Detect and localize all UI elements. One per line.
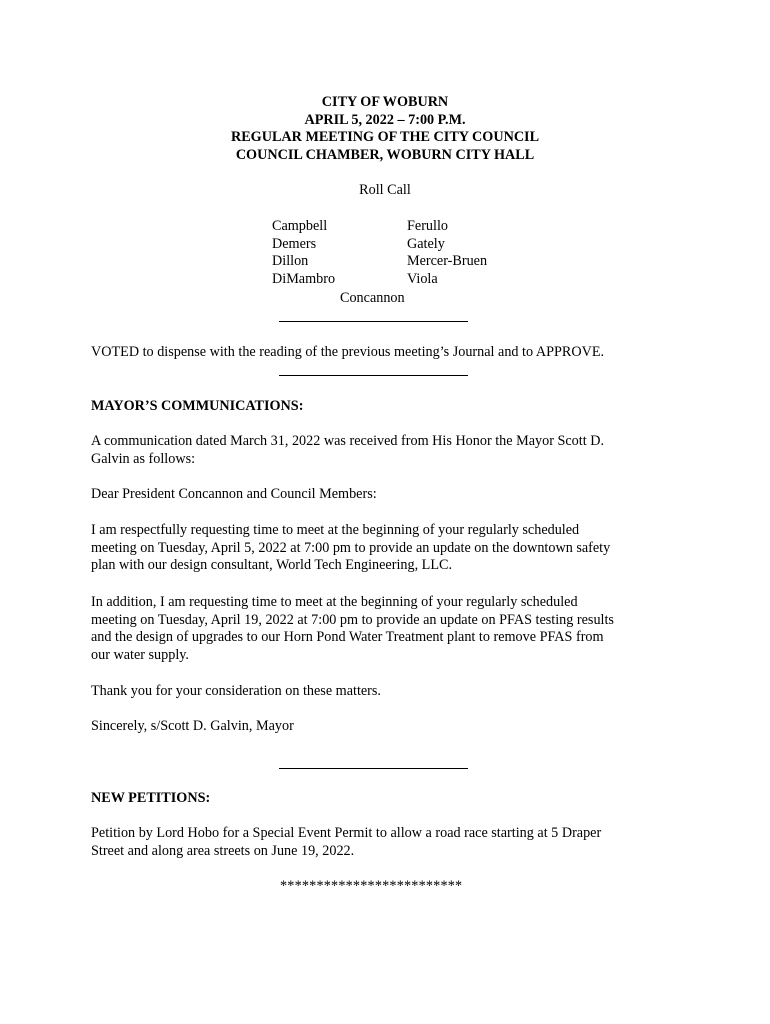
mayors-communications-heading: MAYOR’S COMMUNICATIONS: (91, 398, 304, 414)
header-line-city: CITY OF WOBURN (321, 94, 449, 110)
letter-closing: Sincerely, s/Scott D. Galvin, Mayor (91, 718, 294, 734)
roll-call-name: Campbell (272, 218, 328, 234)
letter-thanks: Thank you for your consideration on these matters. (91, 683, 381, 699)
letter-paragraph-2 (91, 594, 651, 664)
roll-call-name: Dillon (272, 253, 309, 270)
text-line: and the design of upgrades to our Horn Pond Water Treatment plant to remove PFAS from (91, 629, 604, 646)
roll-call-title: Roll Call (359, 182, 411, 198)
text-line: A communication dated March 31, 2022 was received from His Honor the Mayor Scott D. (91, 433, 604, 449)
new-petitions-heading: NEW PETITIONS: (91, 790, 211, 806)
roll-call-name: Gately (407, 235, 445, 252)
document-header (0, 94, 770, 164)
roll-call-president: Concannon (340, 290, 405, 306)
text-line: plan with our design consultant, World Tech Engineering, LLC. (91, 557, 453, 574)
roll-call-name: Demers (272, 235, 317, 252)
communication-intro (91, 433, 651, 468)
roll-call-right-column (407, 218, 487, 288)
text-line: Petition by Lord Hobo for a Special Event Permit to allow a road race starting at 5 Draper (91, 825, 602, 841)
divider-line (279, 768, 468, 769)
header-line-meeting: REGULAR MEETING OF THE CITY COUNCIL (230, 129, 540, 146)
text-line: meeting on Tuesday, April 19, 2022 at 7:00 pm to provide an update on PFAS testing results (91, 611, 614, 628)
divider-line (279, 321, 468, 322)
text-line: In addition, I am requesting time to meet at the beginning of your regularly scheduled (91, 594, 578, 610)
text-line: meeting on Tuesday, April 5, 2022 at 7:00 pm to provide an update on the downtown safety (91, 539, 611, 556)
divider-line (279, 375, 468, 376)
section-end-asterisks: ************************* (280, 878, 463, 894)
voted-statement: VOTED to dispense with the reading of the previous meeting’s Journal and to APPROVE. (91, 344, 605, 360)
header-line-location: COUNCIL CHAMBER, WOBURN CITY HALL (235, 146, 535, 163)
text-line: Street and along area streets on June 19, 2022. (91, 842, 355, 859)
roll-call-name: DiMambro (272, 270, 336, 287)
text-line: I am respectfully requesting time to meet at the beginning of your regularly scheduled (91, 522, 580, 538)
header-line-date: APRIL 5, 2022 – 7:00 P.M. (304, 111, 466, 128)
roll-call-name: Mercer-Bruen (407, 253, 488, 270)
petition-text (91, 825, 651, 860)
text-line: our water supply. (91, 646, 189, 663)
letter-salutation: Dear President Concannon and Council Members: (91, 486, 377, 502)
text-line: Galvin as follows: (91, 450, 196, 467)
roll-call-name: Viola (407, 270, 438, 287)
roll-call-left-column (272, 218, 335, 288)
roll-call-name: Ferullo (407, 218, 448, 234)
letter-paragraph-1 (91, 522, 651, 575)
